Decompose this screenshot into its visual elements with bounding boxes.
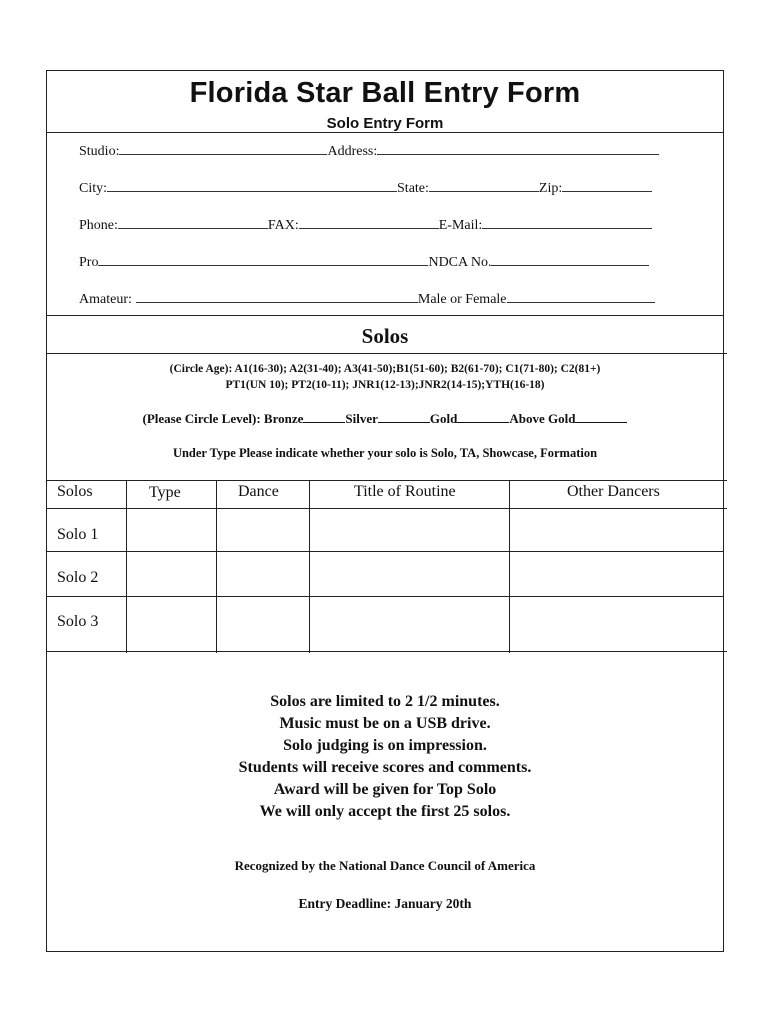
table-top-line — [47, 480, 727, 481]
fields-divider — [47, 315, 723, 316]
studio-field[interactable] — [119, 141, 327, 155]
gender-label: Male or Female — [417, 292, 507, 307]
amateur-gender-row — [79, 289, 655, 308]
level-silver[interactable]: Silver — [345, 411, 378, 426]
phone-field[interactable] — [118, 215, 268, 229]
header-divider — [47, 132, 723, 133]
ndca-label: NDCA No. — [428, 255, 492, 270]
age-categories-line-1: (Circle Age): A1(16-30); A2(31-40); A3(41-50);B1(51-60); B2(61-70); C1(71-80); C2(81+) — [169, 363, 601, 375]
email-label: E-Mail: — [438, 218, 483, 233]
col-divider — [126, 481, 127, 653]
gender-field[interactable] — [507, 289, 655, 303]
col-divider — [509, 481, 510, 653]
level-blank — [457, 412, 509, 423]
state-label: State: — [397, 181, 429, 196]
row-line — [47, 551, 723, 552]
level-blank — [575, 412, 627, 423]
studio-address-row — [79, 141, 659, 160]
row-label-solo-2: Solo 2 — [57, 569, 99, 586]
solos-heading: Solos — [361, 324, 409, 348]
col-header-type: Type — [149, 484, 181, 501]
ndca-field[interactable] — [491, 252, 649, 266]
table-header-line — [47, 508, 727, 509]
rule-line: We will only accept the first 25 solos. — [259, 803, 511, 820]
level-bronze[interactable]: Bronze — [263, 411, 304, 426]
city-state-zip-row — [79, 178, 652, 197]
fax-label: FAX: — [267, 218, 299, 233]
level-above-gold[interactable]: Above Gold — [509, 411, 576, 426]
solo-rules — [47, 691, 723, 823]
phone-fax-email-row — [79, 215, 652, 234]
row-line — [47, 596, 723, 597]
form-title: Florida Star Ball Entry Form — [189, 77, 581, 109]
entry-form — [46, 70, 724, 952]
row-label-solo-3: Solo 3 — [57, 613, 99, 630]
level-blank — [303, 412, 345, 423]
rule-line: Solos are limited to 2 1/2 minutes. — [270, 693, 500, 710]
level-prefix: (Please Circle Level): — [142, 411, 264, 426]
rule-line: Award will be given for Top Solo — [273, 781, 497, 798]
level-gold[interactable]: Gold — [429, 411, 458, 426]
solos-divider — [47, 353, 727, 354]
rule-line: Music must be on a USB drive. — [279, 715, 491, 732]
age-categories-line-2: PT1(UN 10); PT2(10-11); JNR1(12-13);JNR2(14-15);YTH(16-18) — [225, 379, 545, 391]
email-field[interactable] — [482, 215, 652, 229]
city-field[interactable] — [107, 178, 397, 192]
amateur-field[interactable] — [136, 289, 418, 303]
rule-line: Solo judging is on impression. — [283, 737, 487, 754]
col-header-title-of-routine: Title of Routine — [354, 483, 456, 500]
recognized-text: Recognized by the National Dance Council of America — [234, 858, 536, 873]
col-header-dance: Dance — [238, 483, 279, 500]
amateur-label: Amateur: — [79, 292, 132, 307]
table-bottom-line — [47, 651, 727, 652]
level-blank — [378, 412, 430, 423]
zip-field[interactable] — [562, 178, 652, 192]
col-header-other-dancers: Other Dancers — [567, 483, 660, 500]
studio-label: Studio: — [79, 144, 120, 159]
fax-field[interactable] — [299, 215, 439, 229]
col-divider — [309, 481, 310, 653]
type-note: Under Type Please indicate whether your solo is Solo, TA, Showcase, Formation — [172, 446, 598, 460]
state-field[interactable] — [429, 178, 539, 192]
pro-field[interactable] — [98, 252, 428, 266]
zip-label: Zip: — [538, 181, 563, 196]
phone-label: Phone: — [79, 218, 118, 233]
row-label-solo-1: Solo 1 — [57, 526, 99, 543]
address-field[interactable] — [377, 141, 659, 155]
col-divider — [216, 481, 217, 653]
rule-line: Students will receive scores and comments. — [238, 759, 532, 776]
pro-label: Pro — [79, 255, 99, 270]
form-subtitle: Solo Entry Form — [326, 115, 444, 132]
address-label: Address: — [327, 144, 378, 159]
col-header-solos: Solos — [57, 483, 93, 500]
entry-deadline: Entry Deadline: January 20th — [298, 896, 472, 911]
pro-ndca-row — [79, 252, 649, 271]
city-label: City: — [79, 181, 108, 196]
level-line — [47, 411, 723, 427]
